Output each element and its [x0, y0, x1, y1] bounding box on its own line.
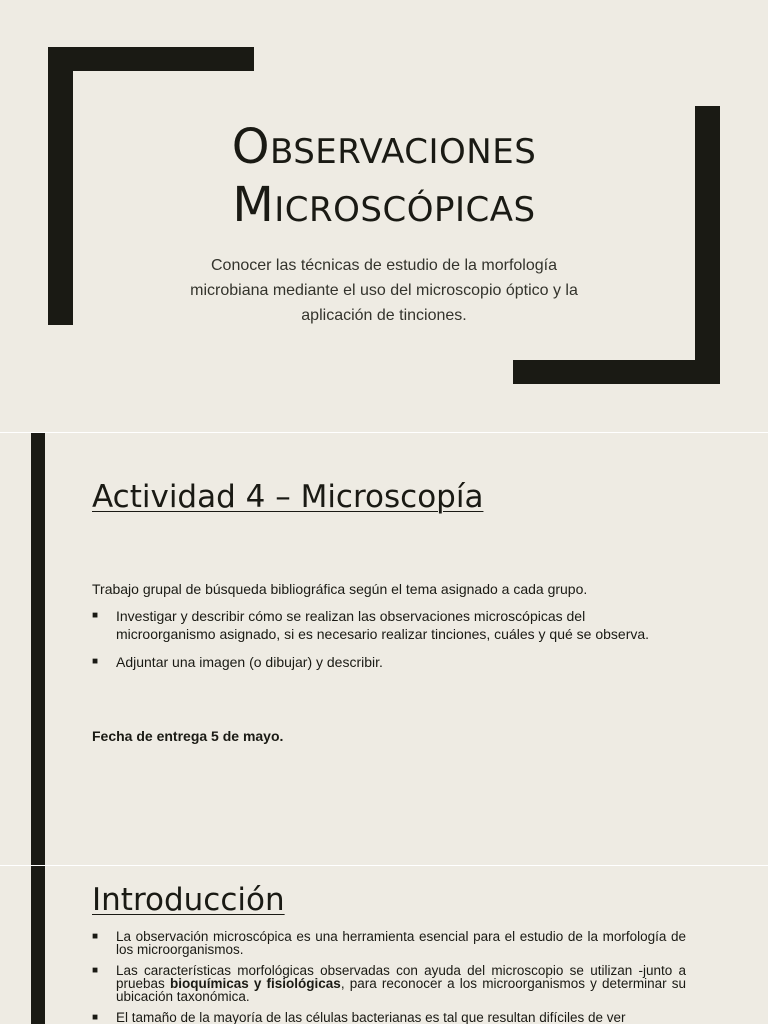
- title-line-2: Microscópicas: [232, 177, 536, 233]
- square-bullet-icon: ■: [92, 931, 99, 942]
- accent-bar: [31, 866, 45, 1024]
- list-item: [92, 1011, 686, 1024]
- slide-title: [110, 118, 658, 234]
- activity-intro: Trabajo grupal de búsqueda bibliográfica según el tema asignado a cada grupo.: [92, 581, 588, 597]
- square-bullet-icon: ■: [92, 656, 99, 667]
- activity-slide: [0, 433, 768, 865]
- list-item-text-end: , para reconocer a los microorganismos y determinar su ubicación taxonómica.: [116, 976, 686, 1004]
- frame-bar-bottom: [513, 360, 720, 384]
- list-item-text: Adjuntar una imagen (o dibujar) y describir.: [116, 654, 383, 670]
- frame-bar-left: [48, 47, 73, 325]
- list-item: [92, 930, 686, 956]
- introduction-bullet-list: [92, 930, 686, 1024]
- activity-bullet-list: [92, 607, 652, 681]
- square-bullet-icon: ■: [92, 610, 99, 621]
- title-slide: [0, 0, 768, 432]
- list-item: [92, 607, 652, 643]
- title-line-1: Observaciones: [231, 119, 537, 175]
- activity-heading: Actividad 4 – Microscopía: [92, 479, 484, 515]
- list-item-bold-text: bioquímicas y fisiológicas: [169, 976, 341, 991]
- slide-subtitle: Conocer las técnicas de estudio de la morfología microbiana mediante el uso del microscopio óptico y la aplicación de tinciones.: [190, 257, 578, 324]
- accent-bar: [31, 433, 45, 865]
- list-item-text: El tamaño de la mayoría de las células bacterianas es tal que resultan difíciles de ver: [116, 1010, 626, 1024]
- square-bullet-icon: ■: [92, 965, 99, 976]
- list-item: [92, 653, 652, 671]
- list-item-text-start: Las características morfológicas observadas con ayuda del microscopio se utilizan -junto a pruebas: [116, 963, 686, 991]
- list-item: [92, 964, 686, 1003]
- list-item-text: La observación microscópica es una herramienta esencial para el estudio de la morfología de los microorganismos.: [116, 929, 686, 957]
- frame-bar-right: [695, 106, 720, 384]
- due-date: Fecha de entrega 5 de mayo.: [92, 728, 284, 744]
- square-bullet-icon: ■: [92, 1012, 99, 1023]
- introduction-heading: Introducción: [92, 882, 285, 918]
- introduction-slide: [0, 866, 768, 1024]
- frame-bar-top: [48, 47, 254, 71]
- list-item-text: Investigar y describir cómo se realizan las observaciones microscópicas del microorganismo asignado, si es necesario realizar tinciones, cuáles y qué se observa.: [116, 608, 650, 642]
